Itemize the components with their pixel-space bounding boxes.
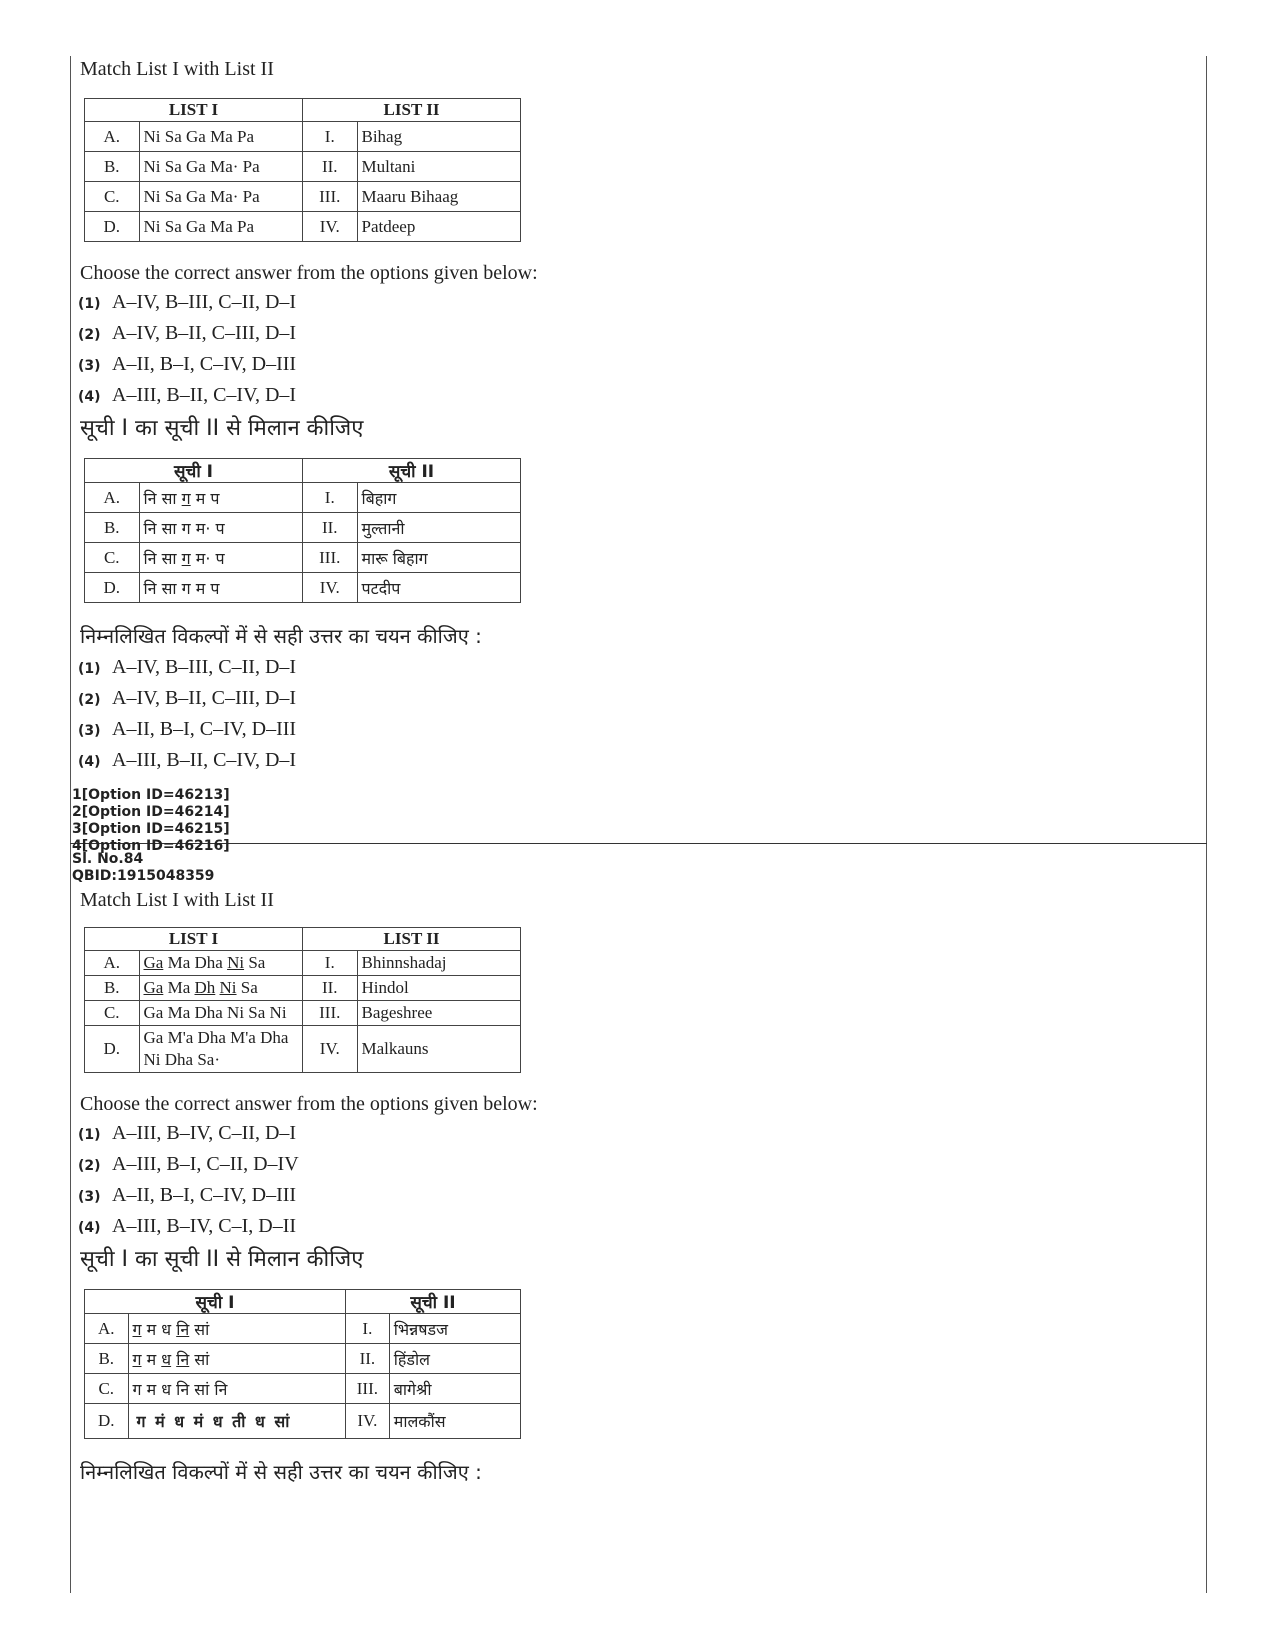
option-3: (3) A–II, B–I, C–IV, D–III <box>78 1184 297 1206</box>
choose-instruction: Choose the correct answer from the options given below: <box>80 1093 538 1115</box>
table-row: D. ग मं ध मं ध ती ध सां IV. मालकौंस <box>85 1404 521 1439</box>
question-84 <box>72 851 1195 1489</box>
match-table-en: LIST I LIST II A. Ga Ma Dha Ni Sa I. Bhinnshadaj B. Ga Ma Dh Ni Sa II. Hindol C. Ga Ma Dha Ni Sa Ni III. Bageshree D. Ga M'a Dha M'a Dha Ni Dha Sa· IV. Malkauns <box>84 927 521 1073</box>
option-1: (1) A–III, B–IV, C–II, D–I <box>78 1122 297 1144</box>
table-row: A. नि सा ग म प I. बिहाग <box>85 483 521 513</box>
match-table-en <box>84 98 521 242</box>
option-4: (4) A–III, B–IV, C–I, D–II <box>78 1215 297 1237</box>
question-title: Match List I with List II <box>80 58 274 80</box>
table-row: C. Ga Ma Dha Ni Sa Ni III. Bageshree <box>85 1001 521 1026</box>
table-row: A. Ni Sa Ga Ma Pa I. Bihag <box>85 122 521 152</box>
option-4-hindi: (4) A–III, B–II, C–IV, D–I <box>78 749 297 771</box>
question-title-hindi: सूची I का सूची II से मिलान कीजिए <box>80 1247 364 1272</box>
option-2-hindi: (2) A–IV, B–II, C–III, D–I <box>78 687 297 709</box>
choose-instruction-hindi: निम्नलिखित विकल्पों में से सही उत्तर का चयन कीजिए : <box>80 1460 482 1484</box>
table-row: A. Ga Ma Dha Ni Sa I. Bhinnshadaj <box>85 951 521 976</box>
serial-number: Sl. No.84 <box>72 851 144 867</box>
table-row: C. Ni Sa Ga Ma· Pa III. Maaru Bihaag <box>85 182 521 212</box>
choose-instruction: Choose the correct answer from the options given below: <box>80 262 538 284</box>
option-3-hindi: (3) A–II, B–I, C–IV, D–III <box>78 718 297 740</box>
question-title: Match List I with List II <box>80 889 274 911</box>
table-row: D. Ga M'a Dha M'a Dha Ni Dha Sa· IV. Malkauns <box>85 1026 521 1073</box>
option-id-1: 1[Option ID=46213] <box>72 787 230 803</box>
option-id-4: 4[Option ID=46216] <box>72 838 230 854</box>
qbid: QBID:1915048359 <box>72 868 215 884</box>
list-i-header: LIST I <box>85 99 303 122</box>
option-3: (3) A–II, B–I, C–IV, D–III <box>78 353 297 375</box>
option-id-2: 2[Option ID=46214] <box>72 804 230 820</box>
option-2: (2) A–IV, B–II, C–III, D–I <box>78 322 297 344</box>
list-ii-header: LIST II <box>303 99 521 122</box>
match-table-hi: सूची I सूची II A. नि सा ग म प I. बिहाग B. नि सा ग म· प II. मुल्तानी C. नि सा ग म· प III. मारू बिहाग D. नि सा ग म प IV. पटदीप <box>84 458 521 603</box>
option-1-hindi: (1) A–IV, B–III, C–II, D–I <box>78 656 297 678</box>
option-2: (2) A–III, B–I, C–II, D–IV <box>78 1153 299 1175</box>
option-id-3: 3[Option ID=46215] <box>72 821 230 837</box>
table-row: C. ग म ध नि सां नि III. बागेश्री <box>85 1374 521 1404</box>
table-row: D. नि सा ग म प IV. पटदीप <box>85 573 521 603</box>
table-row: B. ग म ध नि सां II. हिंडोल <box>85 1344 521 1374</box>
table-row: B. Ni Sa Ga Ma· Pa II. Multani <box>85 152 521 182</box>
table-row: C. नि सा ग म· प III. मारू बिहाग <box>85 543 521 573</box>
option-1: (1) A–IV, B–III, C–II, D–I <box>78 291 297 313</box>
right-border <box>1206 56 1207 1593</box>
table-row: A. ग म ध नि सां I. भिन्नषडज <box>85 1314 521 1344</box>
table-row: D. Ni Sa Ga Ma Pa IV. Patdeep <box>85 212 521 242</box>
option-4: (4) A–III, B–II, C–IV, D–I <box>78 384 297 406</box>
question-83 <box>72 54 1195 855</box>
table-row: B. Ga Ma Dh Ni Sa II. Hindol <box>85 976 521 1001</box>
choose-instruction-hindi: निम्नलिखित विकल्पों में से सही उत्तर का चयन कीजिए : <box>80 624 482 648</box>
question-title-hindi: सूची I का सूची II से मिलान कीजिए <box>80 416 364 441</box>
match-table-hi: सूची I सूची II A. ग म ध नि सां I. भिन्नषडज B. ग म ध नि सां II. हिंडोल C. ग म ध नि सां नि III. बागेश्री D. ग मं ध मं ध ती ध सां IV. मालकौंस <box>84 1289 521 1439</box>
table-row: B. नि सा ग म· प II. मुल्तानी <box>85 513 521 543</box>
left-border <box>70 56 71 1593</box>
